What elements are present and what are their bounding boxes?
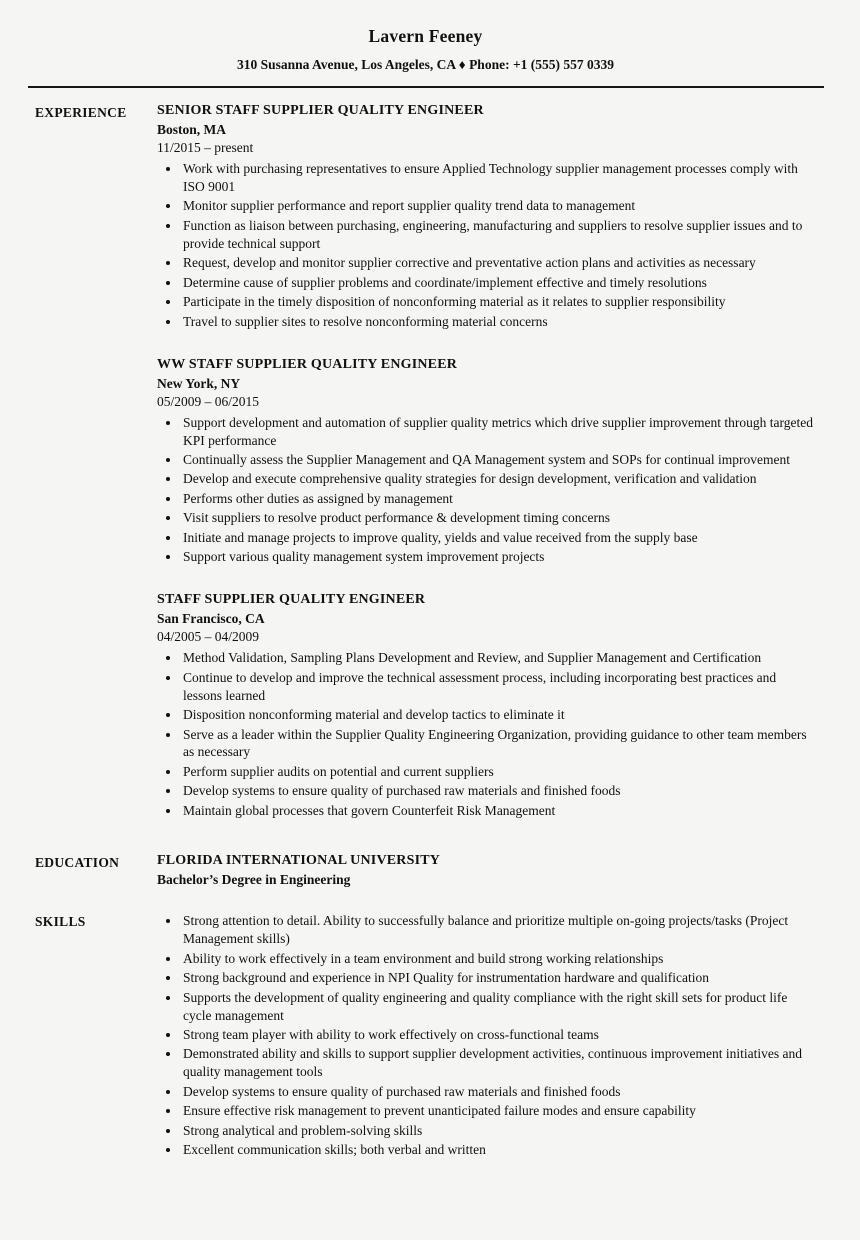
- job-title: SENIOR STAFF SUPPLIER QUALITY ENGINEER: [157, 103, 484, 118]
- job-dates: 04/2005 – 04/2009: [157, 629, 260, 645]
- job-bullet: • Disposition nonconforming material and develop tactics to eliminate it: [181, 706, 816, 724]
- job-bullet: • Continue to develop and improve the technical assessment process, including incorporating best practices and lessons learned: [181, 669, 816, 705]
- job-bullet: • Work with purchasing representatives to ensure Applied Technology supplier management processes comply with ISO 9001: [181, 160, 816, 196]
- section-label-skills: SKILLS: [35, 914, 86, 930]
- candidate-name: Lavern Feeney: [368, 26, 483, 46]
- job-bullet: • Performs other duties as assigned by management: [181, 490, 816, 508]
- job-bullet: • Determine cause of supplier problems and coordinate/implement effective and timely resolutions: [181, 274, 816, 292]
- job-bullet: • Request, develop and monitor supplier corrective and preventative action plans and activities as necessary: [181, 254, 816, 272]
- job-bullet: • Function as liaison between purchasing, engineering, manufacturing and suppliers to resolve supplier issues and to provide technical support: [181, 217, 816, 253]
- job-title: WW STAFF SUPPLIER QUALITY ENGINEER: [157, 356, 458, 372]
- education-content: [157, 853, 816, 888]
- skills-content: [157, 912, 816, 1160]
- job-bullet: • Monitor supplier performance and report supplier quality trend data to management: [181, 197, 816, 215]
- job-location: Boston, MA: [157, 122, 227, 137]
- section-label-experience: EXPERIENCE: [35, 105, 127, 120]
- degree-name: Bachelor’s Degree in Engineering: [157, 872, 351, 888]
- skill-bullet: • Strong team player with ability to work effectively on cross-functional teams: [181, 1026, 816, 1044]
- job-bullet: • Develop systems to ensure quality of purchased raw materials and finished foods: [181, 782, 816, 800]
- job-bullet: • Maintain global processes that govern Counterfeit Risk Management: [181, 802, 816, 820]
- job-bullet: • Travel to supplier sites to resolve nonconforming material concerns: [181, 313, 816, 331]
- job-bullet: • Perform supplier audits on potential and current suppliers: [181, 763, 816, 781]
- experience-content: [157, 103, 816, 821]
- job-entry: [157, 357, 816, 567]
- job-dates: 11/2015 – present: [157, 140, 254, 155]
- job-entry: [157, 592, 816, 820]
- job-bullet: • Initiate and manage projects to improve quality, yields and value received from the supply base: [181, 529, 816, 547]
- job-bullet-list: [157, 160, 816, 331]
- job-bullet: • Participate in the timely disposition of nonconforming material as it relates to supplier responsibility: [181, 293, 816, 311]
- skill-bullet: • Excellent communication skills; both verbal and written: [181, 1141, 816, 1159]
- job-title: STAFF SUPPLIER QUALITY ENGINEER: [157, 592, 426, 608]
- skill-bullet: • Develop systems to ensure quality of purchased raw materials and finished foods: [181, 1083, 816, 1101]
- skill-bullet: • Ensure effective risk management to prevent unanticipated failure modes and ensure capability: [181, 1102, 816, 1120]
- job-bullet: • Support various quality management system improvement projects: [181, 548, 816, 566]
- job-bullet: • Visit suppliers to resolve product performance & development timing concerns: [181, 509, 816, 527]
- job-bullet-list: [157, 649, 816, 820]
- header-divider: [28, 86, 824, 88]
- skills-section: [35, 912, 816, 1160]
- skill-bullet: • Ability to work effectively in a team environment and build strong working relationships: [181, 950, 816, 968]
- skill-bullet: • Demonstrated ability and skills to support supplier development activities, continuous improvement initiatives and quality management tools: [181, 1045, 816, 1081]
- skills-bullet-list: [157, 912, 816, 1159]
- education-section: [35, 853, 816, 888]
- job-bullet: • Method Validation, Sampling Plans Development and Review, and Supplier Management and Certification: [181, 649, 816, 667]
- job-entry: [157, 103, 816, 331]
- skill-bullet: • Strong analytical and problem-solving skills: [181, 1122, 816, 1140]
- job-location: San Francisco, CA: [157, 611, 265, 627]
- skill-bullet: • Strong background and experience in NPI Quality for instrumentation hardware and qualification: [181, 969, 816, 987]
- job-bullet: • Develop and execute comprehensive quality strategies for design development, verification and validation: [181, 470, 816, 488]
- contact-line: 310 Susanna Avenue, Los Angeles, CA ♦ Phone: +1 (555) 557 0339: [237, 57, 614, 72]
- job-dates: 05/2009 – 06/2015: [157, 393, 260, 409]
- experience-section: [35, 103, 816, 821]
- section-label-education: EDUCATION: [35, 855, 120, 871]
- job-bullet: • Support development and automation of supplier quality metrics which drive supplier improvement through targeted KPI performance: [181, 414, 816, 450]
- job-location: New York, NY: [157, 375, 241, 391]
- job-bullet: • Continually assess the Supplier Management and QA Management system and SOPs for continual improvement: [181, 451, 816, 469]
- job-bullet: • Serve as a leader within the Supplier Quality Engineering Organization, providing guidance to other team members as necessary: [181, 726, 816, 762]
- job-bullet-list: [157, 414, 816, 567]
- resume-header: [35, 26, 816, 88]
- school-name: FLORIDA INTERNATIONAL UNIVERSITY: [157, 853, 441, 869]
- skill-bullet: • Supports the development of quality engineering and quality compliance with the right skill sets for product life cycle management: [181, 989, 816, 1025]
- skill-bullet: • Strong attention to detail. Ability to successfully balance and prioritize multiple on-going projects/tasks (Project Management skills): [181, 912, 816, 948]
